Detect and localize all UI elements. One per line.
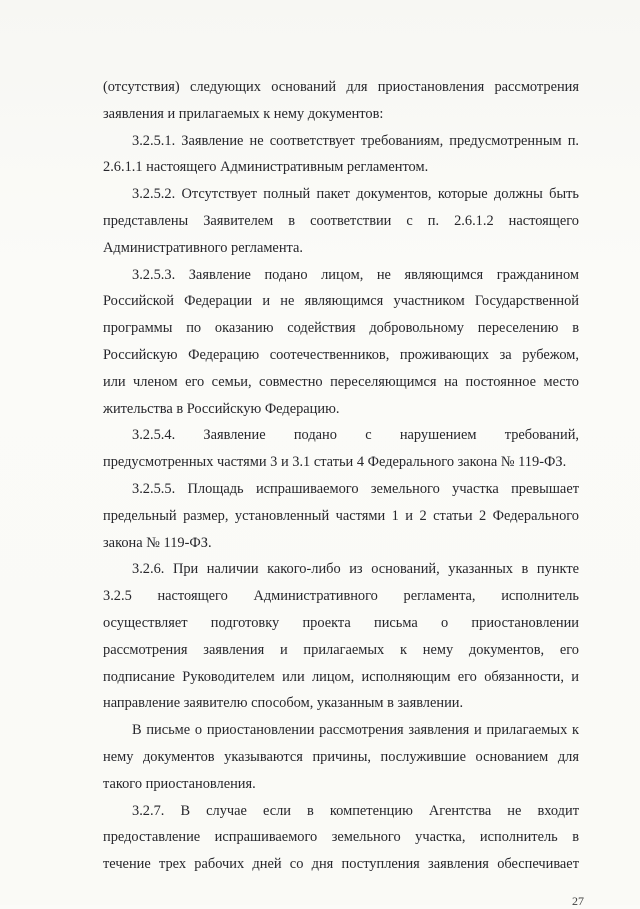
page-number: 27 (572, 894, 584, 908)
text-line: 3.2.7. В случае если в компетенцию Агентства не входит (132, 802, 579, 819)
text-line: такого приостановления. (103, 775, 256, 792)
text-line: предоставление испрашиваемого земельного участка, исполнитель в (103, 829, 579, 846)
text-line: жительства в Российскую Федерацию. (103, 400, 340, 417)
text-line: предусмотренных частями 3 и 3.1 статьи 4 Федерального закона № 119-ФЗ. (103, 454, 567, 471)
text-line: программы по оказанию содействия добровольному переселению в (103, 320, 579, 337)
text-line: 3.2.5.3. Заявление подано лицом, не являющимся гражданином (132, 266, 579, 283)
text-line: 3.2.5.1. Заявление не соответствует требованиям, предусмотренным п. (132, 132, 579, 149)
text-line: (отсутствия) следующих оснований для приостановления рассмотрения (103, 79, 579, 95)
text-line: нему документов указываются причины, послужившие основанием для (103, 748, 579, 765)
text-line: 3.2.5.2. Отсутствует полный пакет документов, которые должны быть (132, 186, 579, 203)
text-line: В письме о приостановлении рассмотрения заявления и прилагаемых к (132, 722, 579, 739)
text-line: 3.2.6. При наличии какого-либо из оснований, указанных в пункте (132, 561, 579, 578)
text-line: течение трех рабочих дней со дня поступления заявления обеспечивает (103, 856, 579, 873)
text-line: 3.2.5.4. Заявление подано с нарушением требований, (132, 427, 579, 444)
text-line: направление заявителю способом, указанным в заявлении. (103, 695, 464, 712)
text-line: подписание Руководителем или лицом, исполняющим его обязанности, и (103, 668, 579, 685)
text-line: 2.6.1.1 настоящего Административным регламентом. (103, 159, 429, 176)
text-line: Российской Федерации и не являющимся участником Государственной (103, 293, 579, 310)
text-line: Российскую Федерацию соотечественников, проживающих за рубежом, (103, 346, 579, 363)
text-line: 3.2.5 настоящего Административного регламента, исполнитель (103, 588, 579, 605)
text-line: закона № 119-ФЗ. (103, 534, 212, 551)
text-line: Административного регламента. (103, 239, 303, 256)
text-line: предельный размер, установленный частями 1 и 2 статьи 2 Федерального (103, 507, 579, 524)
document-body (103, 74, 579, 878)
text-line: осуществляет подготовку проекта письма о приостановлении (103, 614, 579, 631)
text-line: или членом его семьи, совместно переселяющимся на постоянное место (103, 373, 579, 390)
text-line: заявления и прилагаемых к нему документов: (103, 105, 384, 122)
text-line: представлены Заявителем в соответствии с п. 2.6.1.2 настоящего (103, 212, 579, 229)
text-line: 3.2.5.5. Площадь испрашиваемого земельного участка превышает (132, 480, 579, 497)
text-line: рассмотрения заявления и прилагаемых к нему документов, его (103, 641, 579, 658)
